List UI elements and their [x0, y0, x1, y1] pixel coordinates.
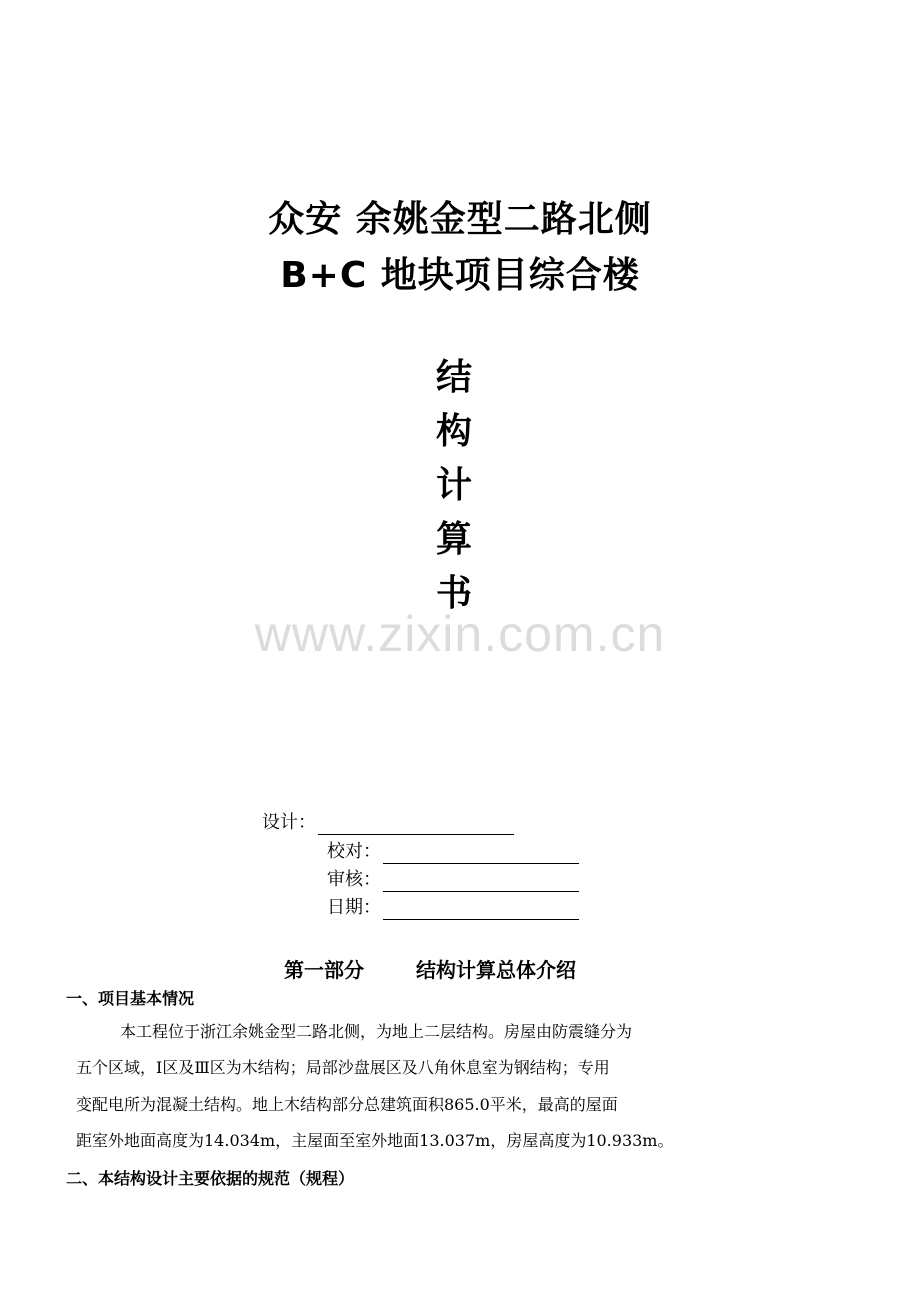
date-signature-line[interactable]: [383, 901, 579, 920]
part-heading: [284, 956, 576, 984]
doc-type-char: 算: [435, 519, 472, 560]
doc-type-char: 结: [435, 357, 472, 398]
review-signature-row: [327, 868, 579, 892]
design-signature-row: [262, 811, 514, 835]
project-title-line-2: B+C 地块项目综合楼: [280, 255, 640, 296]
section-heading: 二、本结构设计主要依据的规范（规程）: [66, 1169, 355, 1188]
doc-type-char: 书: [435, 573, 472, 614]
paragraph-line: 距室外地面高度为14.034m，主屋面至室外地面13.037m，房屋高度为10.933m。: [76, 1131, 674, 1150]
part-title: 结构计算总体介绍: [416, 958, 576, 982]
date-signature-row: [327, 896, 579, 920]
check-signature-row: [327, 840, 579, 864]
check-signature-line[interactable]: [383, 845, 579, 864]
review-label: 审核：: [327, 869, 381, 890]
paragraph-line: 五个区域，Ⅰ区及Ⅲ区为木结构；局部沙盘展区及八角休息室为钢结构；专用: [76, 1058, 610, 1077]
paragraph-line: 本工程位于浙江余姚金型二路北侧，为地上二层结构。房屋由防震缝分为: [120, 1022, 633, 1041]
part-label: 第一部分: [284, 958, 364, 982]
doc-type-char: 计: [435, 465, 472, 506]
review-signature-line[interactable]: [383, 873, 579, 892]
watermark: www.zixin.com.cn: [254, 606, 666, 662]
design-label: 设计：: [262, 812, 316, 833]
date-label: 日期：: [327, 897, 381, 918]
design-signature-line[interactable]: [318, 816, 514, 835]
section-heading: 一、项目基本情况: [66, 989, 195, 1008]
paragraph-line: 变配电所为混凝土结构。地上木结构部分总建筑面积865.0平米，最高的屋面: [76, 1095, 618, 1114]
doc-type-char: 构: [435, 411, 472, 452]
project-title-line-1: 众安 余姚金型二路北侧: [268, 199, 652, 240]
check-label: 校对：: [327, 841, 381, 862]
